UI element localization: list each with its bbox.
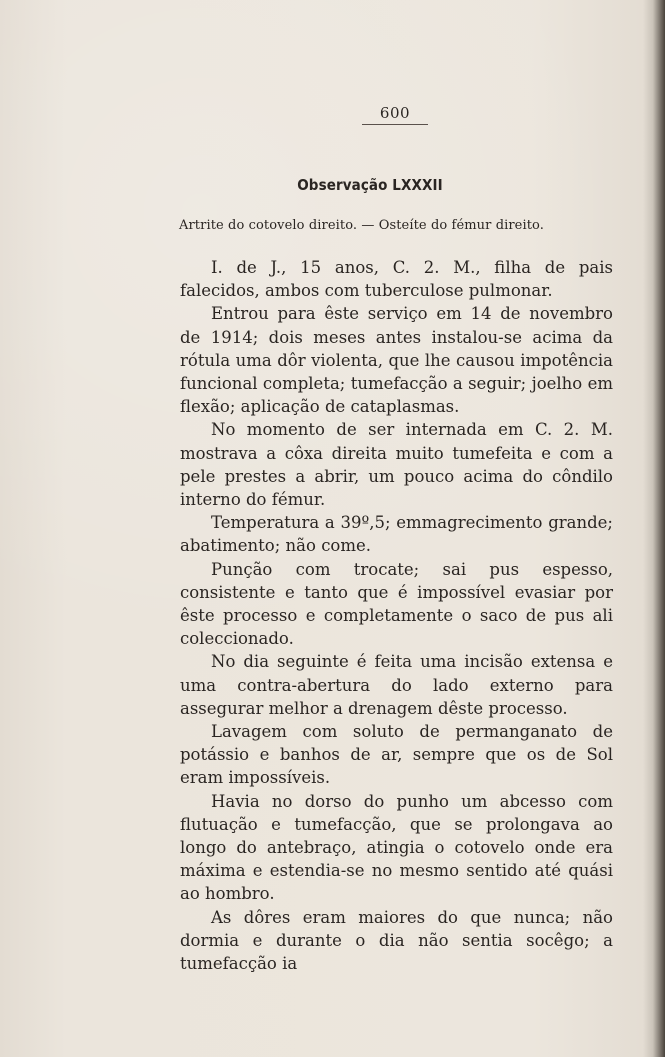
paragraph: No dia seguinte é feita uma incisão extensa e uma contra-abertura do lado externo para assegurar melhor a drenagem dêste processo.	[180, 652, 613, 718]
body-text	[180, 256, 613, 975]
page-number: 600	[379, 104, 411, 122]
observation-title: Observação LXXXII	[297, 176, 443, 194]
paragraph: Havia no dorso do punho um abcesso com flutuação e tumefacção, que se prolongava ao longo do antebraço, atingia o cotovelo onde era máxima e estendia-se no mesmo sentido até quási ao hombro.	[180, 791, 613, 904]
paragraph: Entrou para êste serviço em 14 de novembro de 1914; dois meses antes instalou-se acima da rótula uma dôr violenta, que lhe causou impotência funcional completa; tumefacção a seguir; joelho em flexão; aplicação de cataplasmas.	[180, 304, 613, 417]
paragraph: I. de J., 15 anos, C. 2. M., filha de pais falecidos, ambos com tuberculose pulmonar.	[180, 258, 613, 301]
page-binding-edge	[643, 0, 665, 1057]
observation-subtitle: Artrite do cotovelo direito. — Osteíte do fémur direito.	[179, 218, 544, 233]
paragraph: Lavagem com soluto de permanganato de potássio e banhos de ar, sempre que os de Sol eram impossíveis.	[180, 722, 613, 788]
paragraph: Punção com trocate; sai pus espesso, consistente e tanto que é impossível evasiar por êste processo e completamente o saco de pus ali coleccionado.	[180, 559, 613, 649]
paragraph: No momento de ser internada em C. 2. M. mostrava a côxa direita muito tumefeita e com a pele prestes a abrir, um pouco acima do côndilo interno do fémur.	[180, 420, 613, 510]
paragraph: As dôres eram maiores do que nunca; não dormia e durante o dia não sentia socêgo; a tumefacção ia	[180, 907, 613, 974]
page-number-rule	[362, 124, 428, 125]
paragraph: Temperatura a 39º,5; emmagrecimento grande; abatimento; não come.	[180, 513, 613, 556]
